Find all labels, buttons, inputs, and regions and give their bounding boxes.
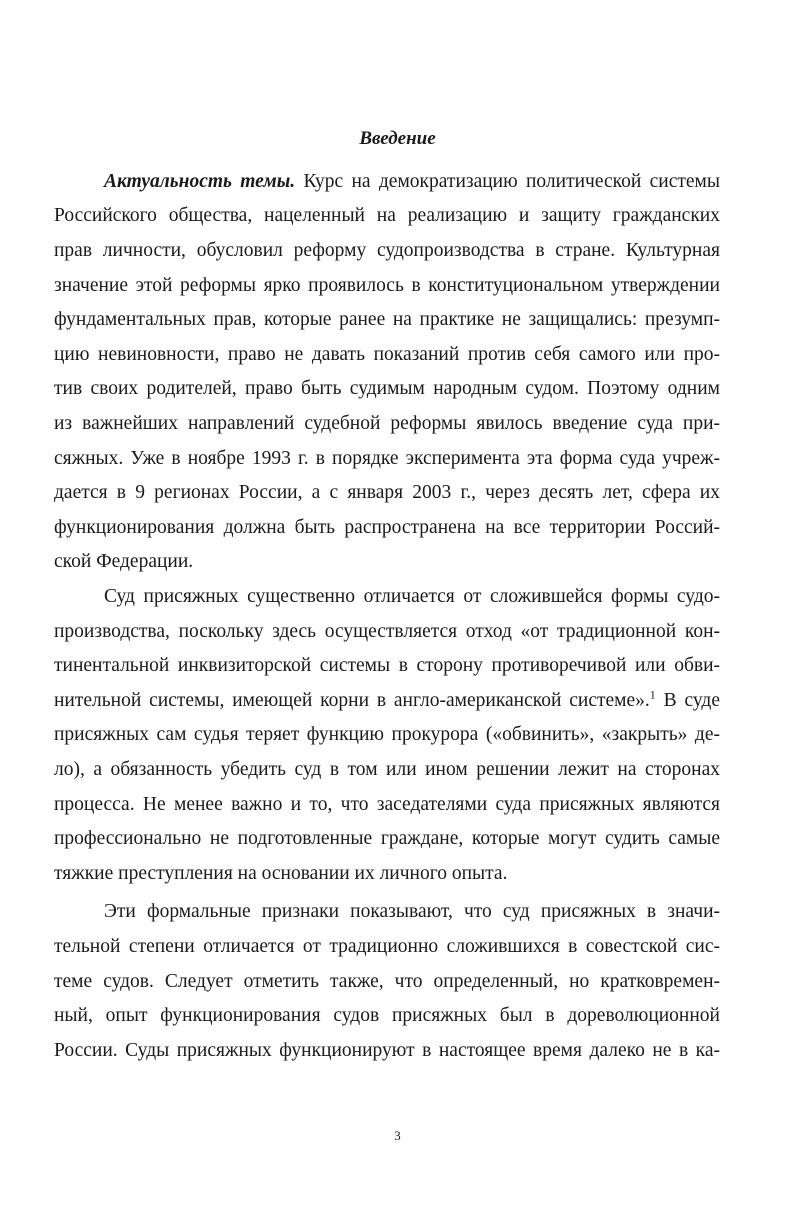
text-line: ской Федерации. (54, 551, 194, 572)
text-line: Суд присяжных существенно отличается от сложившейся формы судо- (104, 586, 720, 607)
text-line: функционирования должна быть распространена на все территории Россий- (54, 517, 720, 538)
text-line: процесса. Не менее важно и то, что заседателями суда присяжных являются (54, 794, 720, 815)
text-line: Эти формальные признаки показывают, что суд присяжных в значи- (104, 901, 720, 922)
footnote-marker[interactable]: 1 (649, 687, 656, 702)
text-line: из важнейших направлений судебной реформы явилось введение суда при- (54, 413, 720, 434)
text-line: тельной степени отличается от традиционно сложившихся в совестской сис- (54, 936, 720, 957)
text-fragment: Курс на демократизацию политической системы (303, 171, 721, 192)
text-line: прав личности, обусловил реформу судопроизводства в стране. Культурная (54, 240, 720, 261)
text-line: производства, поскольку здесь осуществляется отход «от традиционной кон- (54, 621, 720, 642)
text-line: Российского общества, нацеленный на реализацию и защиту гражданских (54, 205, 720, 226)
text-line: тив своих родителей, право быть судимым народным судом. Поэтому одним (54, 378, 720, 399)
text-line: профессионально не подготовленные граждане, которые могут судить самые (54, 828, 720, 849)
text-line: ло), а обязанность убедить суд в том или ином решении лежит на сторонах (54, 759, 720, 780)
text-line: ный, опыт функционирования судов присяжных был в дореволюционной (54, 1005, 720, 1026)
lead-phrase: Актуальность темы. (104, 171, 296, 192)
text-line: значение этой реформы ярко проявилось в конституциональном утверждении (54, 275, 720, 296)
text-line: присяжных сам судья теряет функцию прокурора («обвинить», «закрыть» де- (54, 724, 720, 745)
text-line: тинентальной инквизиторской системы в сторону противоречивой или обви- (54, 655, 720, 676)
text-line: теме судов. Следует отметить также, что определенный, но кратковремен- (54, 971, 720, 992)
text-line (54, 688, 720, 714)
text-line (104, 169, 720, 195)
text-fragment: нительной системы, имеющей корни в англо-американской системе». (54, 690, 650, 711)
text-line: фундаментальных прав, которые ранее на практике не защищались: презумп- (54, 309, 720, 330)
text-line: сяжных. Уже в ноябре 1993 г. в порядке эксперимента эта форма суда учреж- (54, 448, 720, 469)
text-line: тяжкие преступления на основании их личного опыта. (54, 863, 508, 884)
page-number: 3 (394, 1128, 401, 1143)
text-line: дается в 9 регионах России, а с января 2003 г., через десять лет, сфера их (54, 482, 720, 503)
section-heading: Введение (359, 128, 436, 149)
text-line: России. Суды присяжных функционируют в настоящее время далеко не в ка- (54, 1040, 720, 1061)
text-fragment: В суде (655, 690, 720, 711)
text-line: цию невиновности, право не давать показаний против себя самого или про- (54, 344, 720, 365)
